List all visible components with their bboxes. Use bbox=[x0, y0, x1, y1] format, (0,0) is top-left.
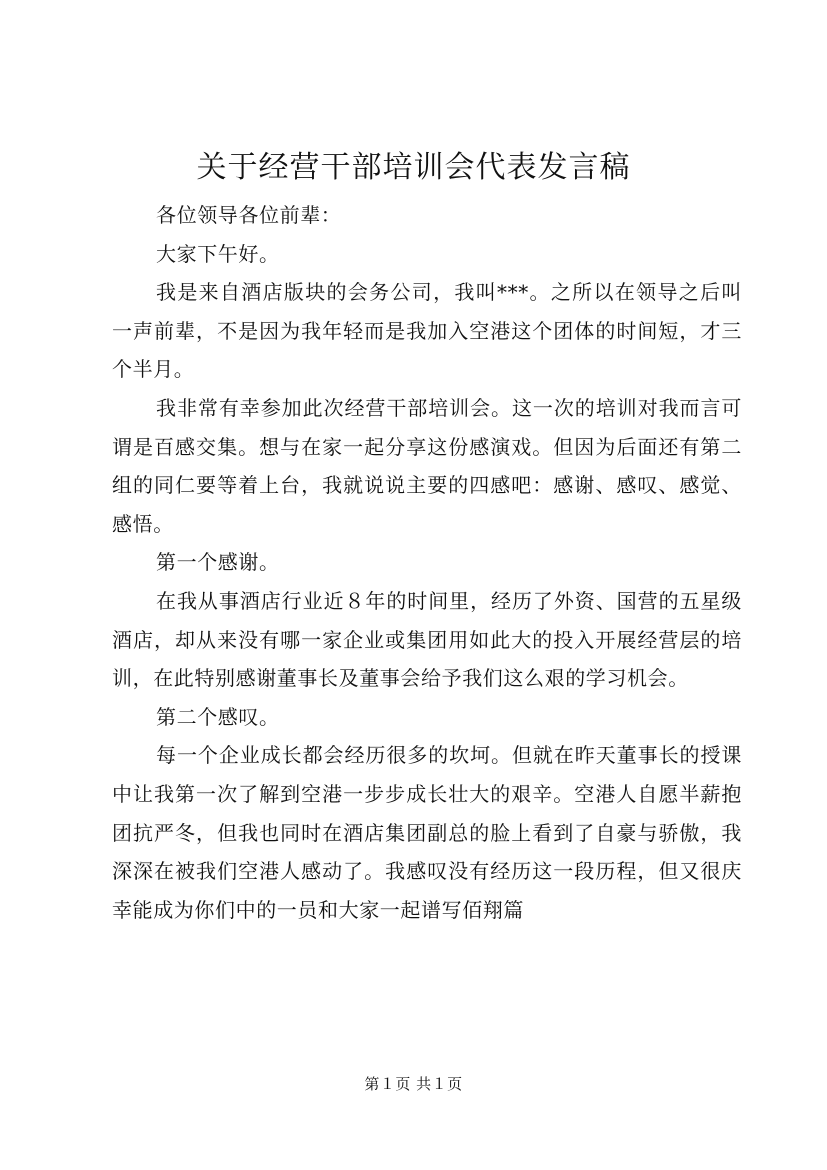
paragraph-overview: 我非常有幸参加此次经营干部培训会。这一次的培训对我而言可谓是百感交集。想与在家一起分享这份感演戏。但因为后面还有第二组的同仁要等着上台，我就说说主要的四感吧：感谢、感叹、感觉、感悟。 bbox=[112, 395, 742, 536]
paragraph-thanks: 在我从事酒店行业近８年的时间里，经历了外资、国营的五星级酒店，却从来没有哪一家企业或集团用如此大的投入开展经营层的培训，在此特别感谢董事长及董事会给予我们这么艰的学习机会。 bbox=[112, 588, 742, 691]
document-body bbox=[112, 196, 742, 929]
paragraph-salutation: 大家下午好。 bbox=[156, 241, 280, 266]
document-title: 关于经营干部培训会代表发言稿 bbox=[196, 150, 631, 185]
page-number: 第１页 共１页 bbox=[364, 1075, 463, 1093]
paragraph-sigh: 每一个企业成长都会经历很多的坎坷。但就在昨天董事长的授课中让我第一次了解到空港一步步成长壮大的艰辛。空港人自愿半薪抱团抗严冬，但我也同时在酒店集团副总的脸上看到了自豪与骄傲，我深深在被我们空港人感动了。我感叹没有经历这一段历程，但又很庆幸能成为你们中的一员和大家一起谱写佰翔篇 bbox=[112, 743, 742, 922]
paragraph-heading-thanks: 第一个感谢。 bbox=[156, 550, 280, 575]
paragraph-greeting: 各位领导各位前辈： bbox=[156, 203, 342, 227]
paragraph-heading-sigh: 第二个感叹。 bbox=[156, 704, 280, 729]
paragraph-introduction: 我是来自酒店版块的会务公司，我叫***。之所以在领导之后叫一声前辈，不是因为我年轻而是我加入空港这个团体的时间短，才三个半月。 bbox=[112, 280, 742, 382]
